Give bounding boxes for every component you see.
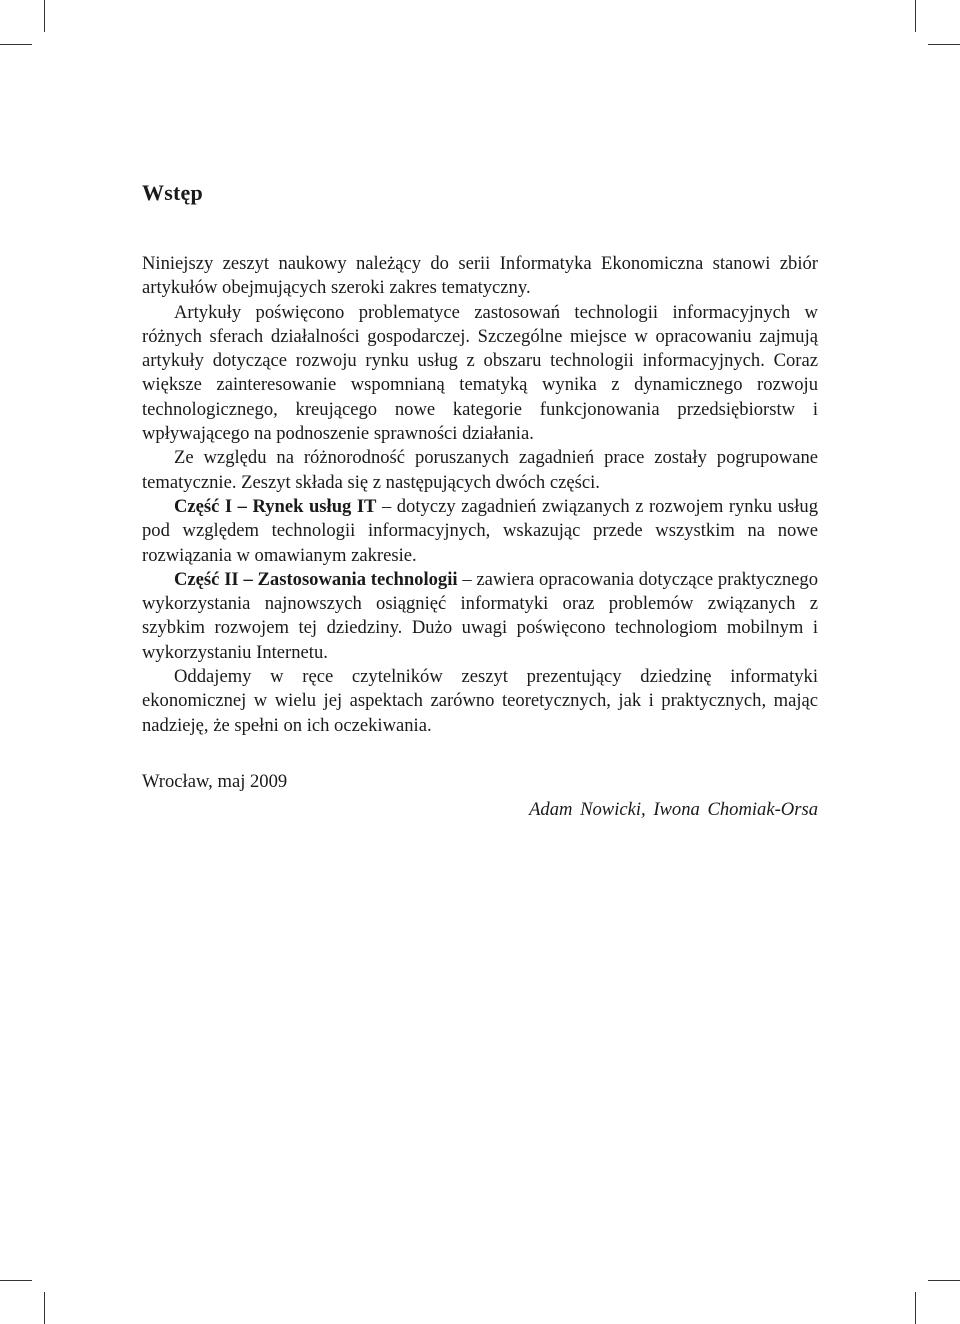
paragraph-part-two	[142, 568, 818, 665]
crop-mark-top-right-horizontal	[928, 44, 960, 45]
paragraph-part-one	[142, 495, 818, 568]
page-title: Wstęp	[142, 180, 203, 205]
paragraph-text: – zawiera opracowania dotyczące praktycznego wykorzystania najnowszych osiągnięć informatyki oraz problemów związanych z szybkim rozwojem tej dziedziny. Dużo uwagi poświęcono technologiom mobilnym i wykorzystaniu Internetu.	[142, 568, 818, 663]
place-date: Wrocław, maj 2009	[142, 770, 288, 792]
authors-signature: Adam Nowicki, Iwona Chomiak-Orsa	[529, 798, 818, 820]
paragraph-closing	[142, 665, 818, 738]
crop-mark-top-left-vertical	[44, 0, 45, 32]
paragraph-text: – dotyczy zagadnień związanych z rozwojem rynku usług pod względem technologii informacyjnych, wskazując przede wszystkim na nowe rozwiązania w omawianym zakresie.	[142, 495, 818, 566]
part-one-title: Część I – Rynek usług IT	[174, 495, 377, 517]
paragraph-grouping	[142, 446, 818, 495]
paragraph-text: Ze względu na różnorodność poruszanych zagadnień prace zostały pogrupowane tematycznie. Zeszyt składa się z następujących dwóch części.	[142, 447, 818, 493]
crop-mark-top-right-vertical	[915, 0, 916, 32]
crop-mark-bottom-right-horizontal	[928, 1280, 960, 1281]
crop-mark-top-left-horizontal	[0, 44, 32, 45]
document-page	[142, 180, 818, 826]
crop-mark-bottom-left-horizontal	[0, 1280, 32, 1281]
crop-mark-bottom-right-vertical	[915, 1292, 916, 1324]
paragraph-intro	[142, 252, 818, 301]
paragraph-text: Artykuły poświęcono problematyce zastosowań technologii informacyjnych w różnych sferach działalności gospodarczej. Szczególne miejsce w opracowaniu zajmują artykuły dotyczące rozwoju rynku usług z obszaru technologii informacyjnych. Coraz większe zainteresowanie wspomnianą tematyką wynika z dynamicznego rozwoju technologicznego, kreującego nowe kategorie funkcjonowania przedsiębiorstw i wpływającego na podnoszenie sprawności działania.	[142, 301, 818, 445]
crop-mark-bottom-left-vertical	[44, 1292, 45, 1324]
paragraph-topics	[142, 301, 818, 447]
paragraph-text: Oddajemy w ręce czytelników zeszyt prezentujący dziedzinę informatyki ekonomicznej w wielu jej aspektach zarówno teoretycznych, jak i praktycznych, mając nadzieję, że spełni on ich oczekiwania.	[142, 666, 818, 736]
part-two-title: Część II – Zastosowania technologii	[174, 568, 458, 590]
paragraph-text: Niniejszy zeszyt naukowy należący do serii Informatyka Ekonomiczna stanowi zbiór artykułów obejmujących szeroki zakres tematyczny.	[142, 253, 818, 299]
